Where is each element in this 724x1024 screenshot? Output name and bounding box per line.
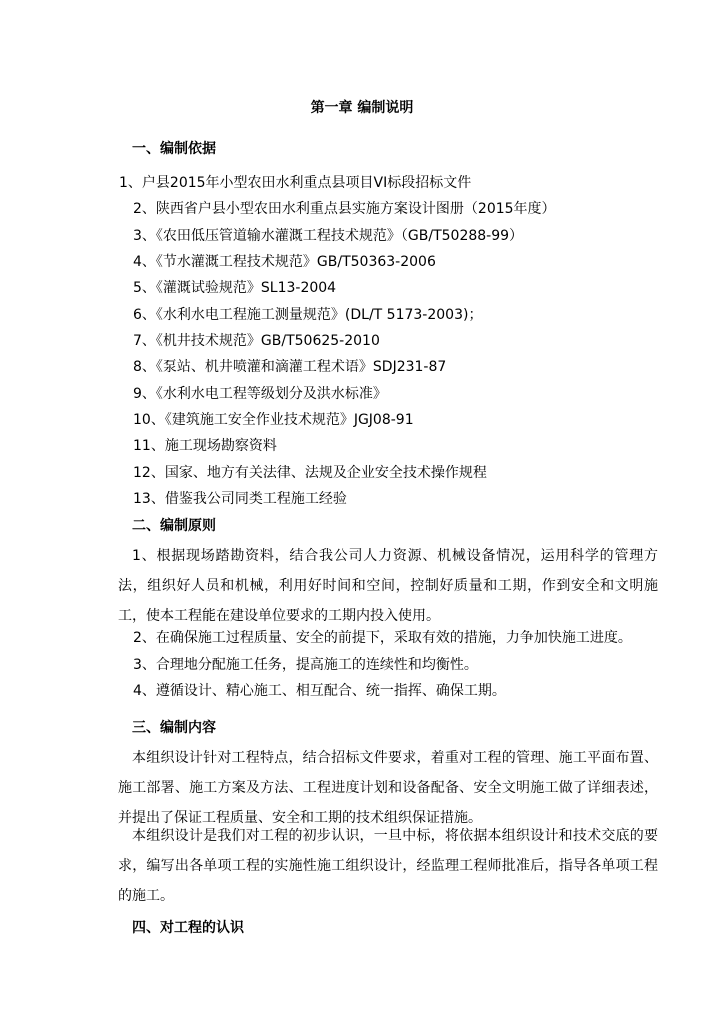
- list-item: 4、遵循设计、精心施工、相互配合、统一指挥、确保工期。: [133, 683, 506, 699]
- paragraph: 本组织设计是我们对工程的初步认识，一旦中标，将依据本组织设计和技术交底的要求，编写出各单项工程的实施性施工组织设计，经监理工程师批准后，指导各单项工程的施工。: [118, 828, 658, 904]
- list-item: 7、《机井技术规范》GB/T50625-2010: [133, 333, 380, 349]
- section-heading-principles: 二、编制原则: [132, 518, 216, 534]
- list-item: 5、《灌溉试验规范》SL13-2004: [133, 280, 337, 296]
- section-heading-understanding: 四、对工程的认识: [132, 920, 244, 936]
- list-item: 10、《建筑施工安全作业技术规范》JGJ08-91: [133, 412, 414, 428]
- page-title: 第一章 编制说明: [310, 100, 414, 116]
- list-item: 11、施工现场勘察资料: [133, 438, 277, 454]
- paragraph: 1、根据现场踏勘资料，结合我公司人力资源、机械设备情况，运用科学的管理方法，组织好人员和机械，利用好时间和空间，控制好质量和工期，作到安全和文明施工，使本工程能在建设单位要求的工期内投入使用。: [118, 548, 658, 624]
- list-item: 4、《节水灌溉工程技术规范》GB/T50363-2006: [133, 254, 436, 270]
- section-heading-basis: 一、编制依据: [132, 141, 216, 157]
- list-item: 2、在确保施工过程质量、安全的前提下，采取有效的措施，力争加快施工进度。: [133, 630, 632, 646]
- list-item: 6、《水利水电工程施工测量规范》(DL/T 5173-2003)；: [133, 307, 483, 323]
- list-item: 1、户县2015年小型农田水利重点县项目VI标段招标文件: [119, 175, 472, 191]
- list-item: 8、《泵站、机井喷灌和滴灌工程术语》SDJ231-87: [133, 359, 447, 375]
- list-item: 3、《农田低压管道输水灌溉工程技术规范》（GB/T50288-99）: [133, 228, 524, 244]
- paragraph: 本组织设计针对工程特点，结合招标文件要求，着重对工程的管理、施工平面布置、施工部署、施工方案及方法、工程进度计划和设备配备、安全文明施工做了详细表述，并提出了保证工程质量、安全和工期的技术组织保证措施。: [118, 750, 658, 826]
- list-item: 9、《水利水电工程等级划分及洪水标准》: [133, 386, 387, 402]
- list-item: 2、陕西省户县小型农田水利重点县实施方案设计图册（2015年度）: [133, 201, 556, 217]
- list-item: 12、国家、地方有关法律、法规及企业安全技术操作规程: [133, 465, 487, 481]
- section-heading-content: 三、编制内容: [132, 720, 216, 736]
- list-item: 3、合理地分配施工任务，提高施工的连续性和均衡性。: [133, 657, 478, 673]
- list-item: 13、借鉴我公司同类工程施工经验: [133, 491, 347, 507]
